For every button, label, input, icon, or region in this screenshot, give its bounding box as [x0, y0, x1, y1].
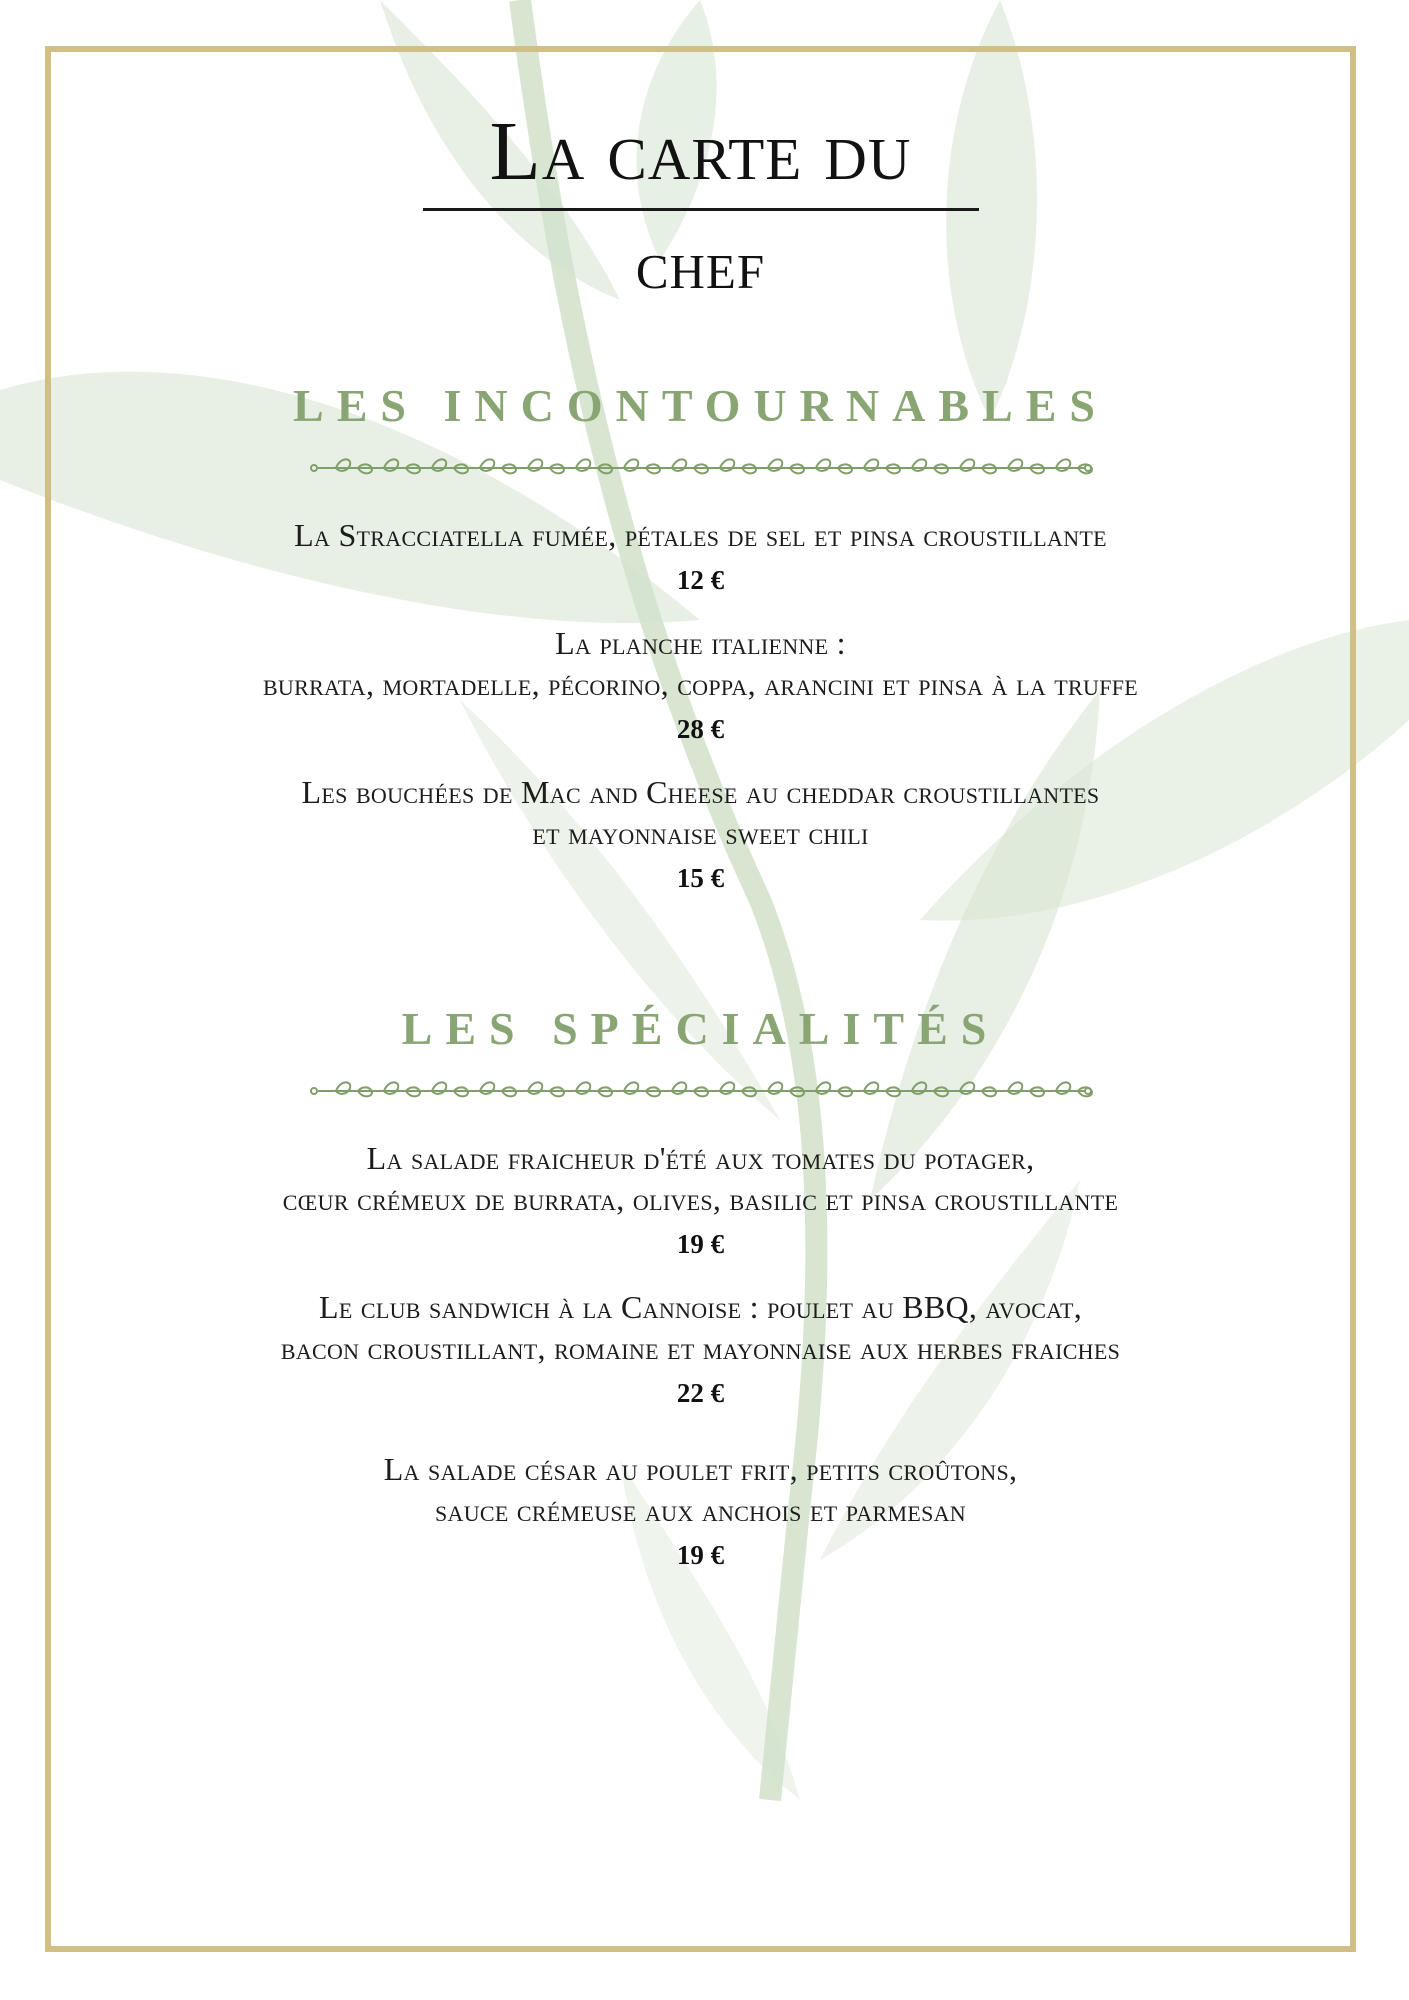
leaf-icon: [960, 459, 974, 471]
menu-item-description: sauce crémeuse aux anchois et parmesan: [435, 1492, 966, 1528]
menu-item-description: La salade fraicheur d'été aux tomates du potager,: [366, 1140, 1035, 1176]
page-title: La carte du: [489, 105, 912, 198]
menu-item: [51, 623, 1350, 747]
menu-item-price: 15 €: [676, 863, 725, 893]
leaf-vine-divider-icon: [306, 1074, 1096, 1108]
menu-item: [51, 1449, 1350, 1573]
title-divider: [423, 208, 979, 211]
section-specialites: [51, 1003, 1350, 1573]
leaf-icon: [912, 1082, 926, 1094]
menu-item: [51, 772, 1350, 896]
leaf-icon: [480, 1082, 494, 1094]
leaf-icon: [864, 459, 878, 471]
menu-item-price: 19 €: [676, 1540, 725, 1570]
leaf-icon: [576, 1082, 590, 1094]
leaf-icon: [528, 459, 542, 471]
page-title-second-line: chef: [635, 227, 766, 304]
leaf-icon: [960, 1082, 974, 1094]
leaf-icon: [336, 1082, 350, 1094]
leaf-icon: [816, 1082, 830, 1094]
menu-item-description: et mayonnaise sweet chili: [532, 815, 869, 851]
section-heading: LES SPÉCIALITÉS: [401, 1003, 1000, 1054]
menu-item-description: La planche italienne :: [555, 625, 846, 661]
menu-item-description: bacon croustillant, romaine et mayonnaise aux herbes fraiches: [280, 1330, 1121, 1366]
menu-item-description: La salade césar au poulet frit, petits croûtons,: [383, 1451, 1018, 1487]
leaf-icon: [768, 459, 782, 471]
leaf-icon: [432, 459, 446, 471]
leaf-icon: [1008, 1082, 1022, 1094]
leaf-icon: [384, 1082, 398, 1094]
menu-item-description: La Stracciatella fumée, pétales de sel et pinsa croustillante: [294, 517, 1107, 553]
leaf-icon: [528, 1082, 542, 1094]
leaf-icon: [480, 459, 494, 471]
menu-item-description: Le club sandwich à la Cannoise : poulet au BBQ, avocat,: [319, 1289, 1082, 1325]
leaf-icon: [1056, 459, 1070, 471]
leaf-icon: [720, 1082, 734, 1094]
menu-item-description: Les bouchées de Mac and Cheese au cheddar croustillantes: [301, 774, 1100, 810]
menu-item: [51, 1287, 1350, 1411]
leaf-icon: [816, 459, 830, 471]
menu-item: [51, 515, 1350, 598]
leaf-icon: [384, 459, 398, 471]
leaf-icon: [912, 459, 926, 471]
leaf-icon: [768, 1082, 782, 1094]
menu-content: [51, 52, 1350, 1573]
leaf-icon: [672, 1082, 686, 1094]
section-heading: LES INCONTOURNABLES: [293, 380, 1108, 431]
menu-item-description: cœur crémeux de burrata, olives, basilic et pinsa croustillante: [282, 1181, 1119, 1217]
leaf-icon: [864, 1082, 878, 1094]
menu-item-price: 22 €: [676, 1378, 725, 1408]
leaf-icon: [624, 459, 638, 471]
leaf-icon: [432, 1082, 446, 1094]
leaf-vine-divider-icon: [306, 451, 1096, 485]
menu-item-price: 12 €: [676, 565, 725, 595]
menu-item: [51, 1138, 1350, 1262]
leaf-icon: [1008, 459, 1022, 471]
menu-item-price: 28 €: [676, 714, 725, 744]
menu-item-price: 19 €: [676, 1229, 725, 1259]
leaf-icon: [624, 1082, 638, 1094]
leaf-icon: [1056, 1082, 1070, 1094]
leaf-icon: [336, 459, 350, 471]
leaf-icon: [672, 459, 686, 471]
menu-item-description: burrata, mortadelle, pécorino, coppa, arancini et pinsa à la truffe: [262, 666, 1139, 702]
section-incontournables: [51, 380, 1350, 896]
leaf-icon: [720, 459, 734, 471]
leaf-icon: [576, 459, 590, 471]
